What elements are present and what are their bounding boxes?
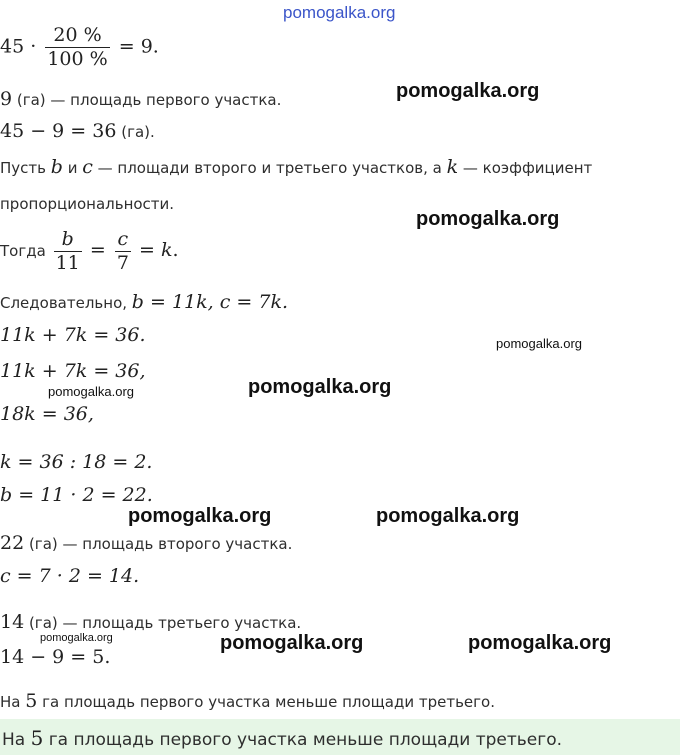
math-line: 14 − 9 = 5. xyxy=(0,646,111,668)
watermark: pomogalka.org xyxy=(396,80,540,102)
math-line: b = 11 · 2 = 22. xyxy=(0,484,153,506)
watermark: pomogalka.org xyxy=(468,632,612,654)
watermark: pomogalka.org xyxy=(48,384,134,399)
text: (га) — площадь третьего участка. xyxy=(24,614,302,632)
math-line: 11k + 7k = 36. xyxy=(0,324,146,346)
math-line: c = 7 · 2 = 14. xyxy=(0,565,140,587)
text: Пусть xyxy=(0,159,51,177)
text-line xyxy=(0,534,292,553)
text-line xyxy=(0,293,288,312)
math-expression: 45 − 9 = 36 xyxy=(0,120,117,142)
answer-line xyxy=(2,728,562,749)
fraction xyxy=(115,230,131,273)
operator: = xyxy=(89,239,112,261)
math-expression: b = 11k, c = 7k. xyxy=(131,291,289,313)
equation-proportion xyxy=(0,230,179,273)
text: На xyxy=(2,730,31,750)
watermark: pomogalka.org xyxy=(416,208,560,230)
watermark: pomogalka.org xyxy=(248,376,392,398)
variable: b xyxy=(50,156,63,178)
text: Следовательно, xyxy=(0,294,132,312)
variable: k xyxy=(446,156,459,178)
variable: k xyxy=(160,239,173,261)
text-line: пропорциональности. xyxy=(0,195,175,213)
answer-box xyxy=(0,719,680,755)
math-value: 22 xyxy=(0,532,25,554)
text: и xyxy=(62,159,83,177)
math-line: k = 36 : 18 = 2. xyxy=(0,451,153,473)
fraction-numerator: 20 % xyxy=(45,26,109,48)
watermark: pomogalka.org xyxy=(496,336,582,351)
operator: = xyxy=(139,239,161,261)
text: га площадь первого участка меньше площади третьего. xyxy=(43,730,562,750)
fraction-denominator: 7 xyxy=(116,252,129,274)
text: (га). xyxy=(116,123,155,141)
fraction xyxy=(54,230,82,273)
text: га площадь первого участка меньше площади третьего. xyxy=(37,693,495,711)
fraction-numerator: b xyxy=(54,230,82,252)
punctuation: . xyxy=(172,239,179,261)
fraction-numerator: c xyxy=(115,230,131,252)
fraction xyxy=(45,26,109,69)
math-value: 9 xyxy=(0,88,13,110)
text-line xyxy=(0,158,592,177)
fraction-denominator: 100 % xyxy=(47,48,108,70)
text-line xyxy=(0,613,301,632)
text: Тогда xyxy=(0,242,51,260)
watermark: pomogalka.org xyxy=(128,505,272,527)
text: — площади второго и третьего участков, а xyxy=(92,159,447,177)
fraction-denominator: 11 xyxy=(55,252,80,274)
text-line xyxy=(0,692,495,711)
text: (га) — площадь второго участка. xyxy=(24,535,293,553)
variable: c xyxy=(82,156,93,178)
operator: · xyxy=(30,35,37,58)
math-line: 18k = 36, xyxy=(0,403,94,425)
watermark: pomogalka.org xyxy=(376,505,520,527)
math-value: 14 xyxy=(0,611,25,633)
equation-percent xyxy=(0,26,159,69)
math-value: 5 xyxy=(25,690,38,712)
text-line xyxy=(0,122,155,141)
watermark: pomogalka.org xyxy=(40,632,113,644)
equation-result: = 9. xyxy=(118,35,159,58)
watermark: pomogalka.org xyxy=(220,632,364,654)
text: На xyxy=(0,693,26,711)
watermark-top[interactable]: pomogalka.org xyxy=(283,3,396,22)
math-line: 11k + 7k = 36, xyxy=(0,360,146,382)
number: 45 xyxy=(0,35,25,58)
math-value: 5 xyxy=(30,726,44,750)
text: (га) — площадь первого участка. xyxy=(12,91,282,109)
text-line xyxy=(0,90,281,109)
text: — коэффициент xyxy=(458,159,593,177)
